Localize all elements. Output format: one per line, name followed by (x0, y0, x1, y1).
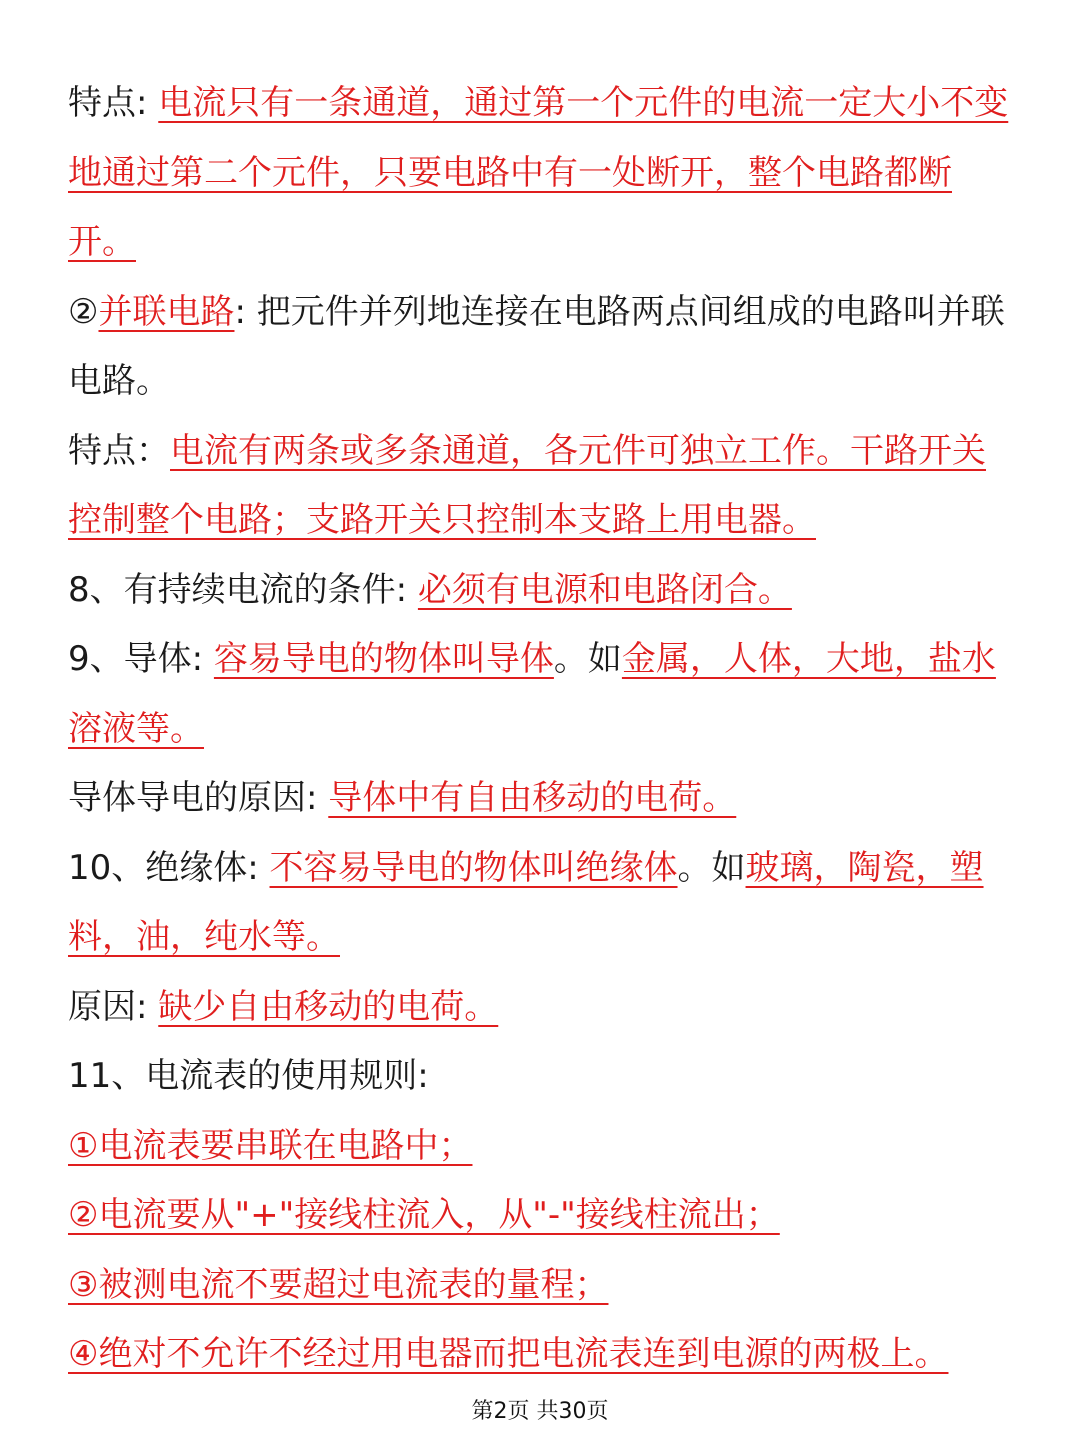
rule-item-2 (68, 1181, 1013, 1251)
rule-item-4 (68, 1320, 1013, 1390)
item-heading: 10、绝缘体: (68, 847, 270, 888)
item-heading: 11、电流表的使用规则: (68, 1056, 429, 1096)
label-features: 特点: (68, 83, 159, 123)
definition-text: : 把元件并列地连接在电路两点间组成的电路叫并联电路。 (68, 291, 1005, 401)
paragraph-parallel-circuit-features (68, 417, 1013, 556)
paragraph-item-10 (68, 834, 1013, 973)
paragraph-item-8 (68, 556, 1013, 626)
emphasis-examples: 玻璃，陶瓷，塑料，油，纯水等。 (68, 847, 984, 957)
emphasis-text: 必须有电源和电路闭合。 (417, 569, 792, 610)
emphasis-text: 电流有两条或多条通道，各元件可独立工作。干路开关控制整个电路；支路开关只控制本支路上用电器。 (68, 430, 986, 540)
emphasis-text: ③被测电流不要超过电流表的量程； (68, 1264, 609, 1305)
term-parallel-circuit: 并联电路 (98, 291, 235, 332)
emphasis-text: 电流只有一条通道，通过第一个元件的电流一定大小不变地通过第二个元件，只要电路中有一处断开，整个电路都断开。 (68, 83, 1009, 262)
rule-item-3 (68, 1251, 1013, 1321)
list-marker: ② (68, 291, 99, 332)
item-heading: 导体导电的原因: (68, 778, 329, 818)
item-heading: 9、导体: (68, 639, 214, 679)
connector-text: 。如 (553, 639, 622, 679)
emphasis-text: 不容易导电的物体叫绝缘体 (269, 847, 678, 888)
document-body (68, 69, 1013, 1390)
paragraph-series-circuit-features (68, 69, 1013, 278)
paragraph-item-11-heading (68, 1042, 1013, 1112)
emphasis-text: ①电流表要串联在电路中； (68, 1125, 473, 1166)
rule-item-1 (68, 1112, 1013, 1182)
emphasis-text: 缺少自由移动的电荷。 (158, 986, 499, 1027)
page-number-footer: 第2页 共30页 (471, 1399, 609, 1424)
paragraph-insulator-reason (68, 973, 1013, 1043)
emphasis-examples: 金属，人体，大地，盐水溶液等。 (68, 639, 996, 749)
item-heading: 8、有持续电流的条件: (68, 569, 418, 610)
item-heading: 原因: (68, 986, 159, 1027)
connector-text: 。如 (677, 847, 746, 888)
label-features: 特点： (68, 430, 170, 471)
emphasis-text: ②电流要从"+"接线柱流入，从"-"接线柱流出； (68, 1195, 780, 1235)
emphasis-text: ④绝对不允许不经过用电器而把电流表连到电源的两极上。 (68, 1334, 949, 1374)
paragraph-parallel-circuit (68, 278, 1013, 417)
paragraph-conductor-reason (68, 764, 1013, 834)
emphasis-text: 导体中有自由移动的电荷。 (328, 778, 737, 818)
emphasis-text: 容易导电的物体叫导体 (213, 639, 554, 679)
paragraph-item-9 (68, 625, 1013, 764)
